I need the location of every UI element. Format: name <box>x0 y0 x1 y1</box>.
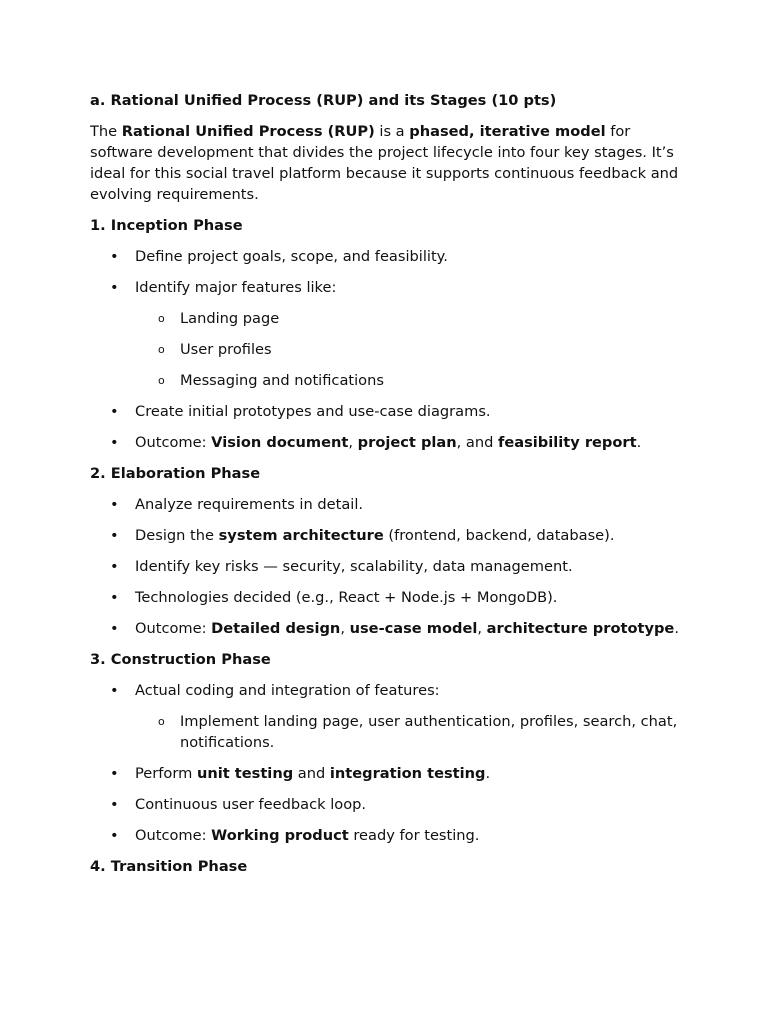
text-run: ready for testing. <box>348 827 480 844</box>
sub-list-item <box>135 370 680 391</box>
intro-bold-rup: Rational Unified Process (RUP) <box>121 123 375 140</box>
intro-text-2: is a <box>374 123 410 140</box>
list-item-text: Identify major features like: <box>135 279 337 296</box>
sub-bullet-icon: o <box>158 715 165 728</box>
text-run: . <box>674 620 679 637</box>
construction-list <box>90 680 680 846</box>
bold-run: system architecture <box>218 527 384 544</box>
text-run: Outcome: <box>135 827 212 844</box>
list-item <box>90 277 680 391</box>
list-item <box>90 525 680 546</box>
list-item <box>90 763 680 784</box>
bold-run: architecture prototype <box>486 620 675 637</box>
section-heading-a: a. Rational Unified Process (RUP) and its Stages (10 pts) <box>90 92 557 109</box>
list-item <box>90 246 680 267</box>
text-run: , <box>348 434 358 451</box>
elaboration-list <box>90 494 680 639</box>
inception-phase-heading: 1. Inception Phase <box>90 217 243 234</box>
bold-run: Vision document <box>211 434 349 451</box>
list-item <box>90 401 680 422</box>
bold-run: Detailed design <box>211 620 341 637</box>
list-item-outcome <box>90 618 680 639</box>
inception-sub-list <box>135 308 680 391</box>
bullet-icon: • <box>110 796 119 813</box>
text-run: and <box>293 765 330 782</box>
list-item <box>90 494 680 515</box>
list-item-text: Technologies decided (e.g., React + Node.js + MongoDB). <box>135 589 558 606</box>
list-item-text: Create initial prototypes and use-case diagrams. <box>135 403 491 420</box>
list-item <box>90 556 680 577</box>
text-run: . <box>636 434 642 451</box>
list-item <box>90 680 680 753</box>
text-run: , <box>340 620 350 637</box>
sub-list-item-text: Implement landing page, user authentication, profiles, search, chat, notifications. <box>180 713 678 751</box>
bold-run: project plan <box>357 434 457 451</box>
text-run: . <box>485 765 491 782</box>
bullet-icon: • <box>110 620 119 637</box>
bullet-icon: • <box>110 496 119 513</box>
sub-list-item <box>135 308 680 329</box>
construction-sub-list <box>135 711 680 753</box>
list-item-text <box>135 527 615 544</box>
text-run: Perform <box>135 765 197 782</box>
sub-list-item <box>135 711 680 753</box>
intro-paragraph <box>90 121 680 205</box>
sub-bullet-icon: o <box>158 312 165 325</box>
list-item-outcome <box>90 825 680 846</box>
list-item-outcome <box>90 432 680 453</box>
bullet-icon: • <box>110 765 119 782</box>
intro-text-1: The <box>90 123 122 140</box>
text-run: Design the <box>135 527 219 544</box>
text-run: Outcome: <box>135 434 212 451</box>
bold-run: integration testing <box>329 765 486 782</box>
sub-list-item <box>135 339 680 360</box>
outcome-text <box>135 434 641 451</box>
sub-list-item-text: Landing page <box>180 310 280 327</box>
elaboration-phase-heading: 2. Elaboration Phase <box>90 465 261 482</box>
list-item-text: Actual coding and integration of features: <box>135 682 440 699</box>
list-item-text <box>135 765 490 782</box>
text-run: Outcome: <box>135 620 212 637</box>
sub-bullet-icon: o <box>158 343 165 356</box>
list-item-text: Identify key risks — security, scalability, data management. <box>135 558 573 575</box>
text-run: , <box>477 620 487 637</box>
bold-run: use-case model <box>349 620 478 637</box>
transition-phase-heading: 4. Transition Phase <box>90 858 248 875</box>
bold-run: unit testing <box>196 765 294 782</box>
construction-phase-heading: 3. Construction Phase <box>90 651 271 668</box>
sub-list-item-text: Messaging and notifications <box>180 372 384 389</box>
outcome-text <box>135 620 679 637</box>
list-item-text: Define project goals, scope, and feasibility. <box>135 248 448 265</box>
intro-text-3: for software development that divides the project lifecycle into four key stages. It’s ideal for this social travel platform because it supports continuous feedback and evolving requirements. <box>90 123 679 203</box>
bullet-icon: • <box>110 434 119 451</box>
bullet-icon: • <box>110 682 119 699</box>
bullet-icon: • <box>110 827 119 844</box>
sub-bullet-icon: o <box>158 374 165 387</box>
sub-list-item-text: User profiles <box>180 341 272 358</box>
list-item <box>90 587 680 608</box>
list-item <box>90 794 680 815</box>
outcome-text <box>135 827 479 844</box>
list-item-text: Continuous user feedback loop. <box>135 796 367 813</box>
text-run: , and <box>456 434 499 451</box>
inception-list <box>90 246 680 453</box>
list-item-text: Analyze requirements in detail. <box>135 496 364 513</box>
document-page <box>90 90 680 887</box>
bold-run: feasibility report <box>498 434 637 451</box>
bullet-icon: • <box>110 527 119 544</box>
bullet-icon: • <box>110 248 119 265</box>
intro-bold-model: phased, iterative model <box>409 123 606 140</box>
bullet-icon: • <box>110 589 119 606</box>
bullet-icon: • <box>110 558 119 575</box>
bold-run: Working product <box>211 827 349 844</box>
bullet-icon: • <box>110 279 119 296</box>
text-run: (frontend, backend, database). <box>383 527 615 544</box>
bullet-icon: • <box>110 403 119 420</box>
